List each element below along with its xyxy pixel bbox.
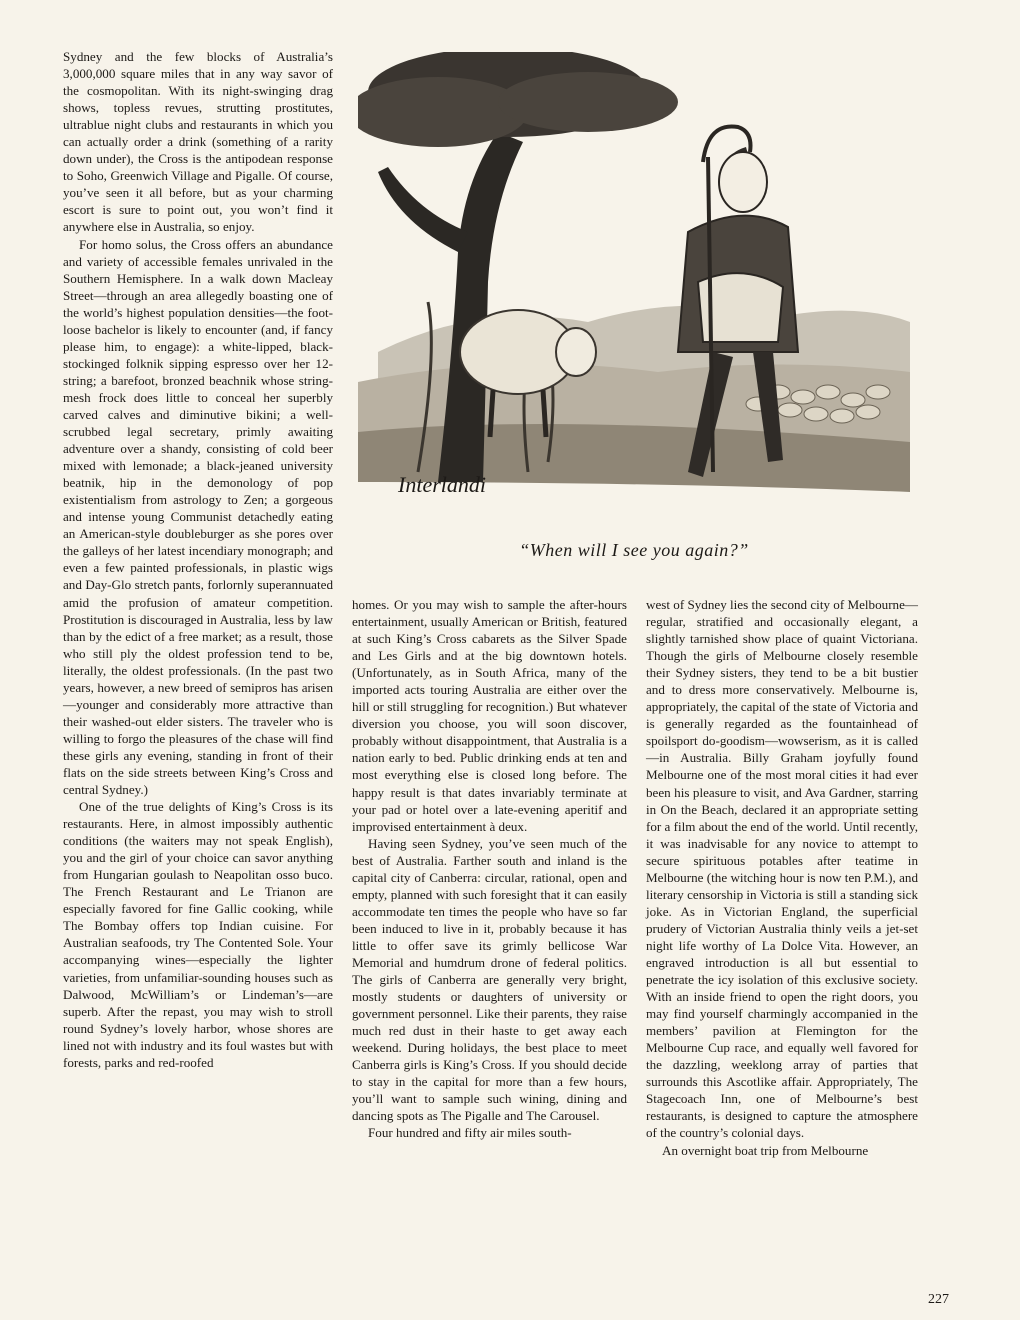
paragraph: Sydney and the few blocks of Australia’s 3,000,000 square miles that in any way savor of the cosmopolitan. With its night-swinging drag shows, topless revues, strutting prostitutes, ultrablue night clubs and restaurants in which you can actually order a drink (something of a rarity down under), the Cross is the antipodean response to Soho, Greenwich Village and Pigalle. Of course, you’ve seen it all before, but as your charming escort is sure to point out, you won’t find it anywhere else in Australia, so enjoy. xyxy=(63,49,333,235)
left-text-column xyxy=(63,48,333,1071)
right-text-column xyxy=(646,596,918,1159)
paragraph: west of Sydney lies the second city of Melbourne—regular, stratified and occasionally elegant, a slightly tarnished show place of quaint Victoriana. Though the girls of Melbourne closely resemble their Sydney sisters, they tend to be a bit bustier and to dress more conservatively. Melbourne is, appropriately, the capital of the state of Victoria and is generally regarded as the fountainhead of spoilsport do-goodism—wowserism, as it is called—in Australia. Billy Graham joyfully found Melbourne one of the most moral cities it had ever been his pleasure to visit, and Ava Gardner, starring in On the Beach, declared it an appropriate setting for a film about the end of the world. Until recently, it was inadvisable for any novice to attempt to secure spirituous potables after teatime in Melbourne (the witching hour is now ten P.M.), and literary censorship in Victoria is still a standing sick joke. As in Victorian England, the superficial prudery of Victorian Australia thinly veils a jet-set night life worthy of La Dolce Vita. However, an engraved introduction is all but essential to penetrate the icy isolation of this exclusive society. With an inside friend to open the right doors, you may find yourself charmingly accompanied in the members’ pavilion at Flemington for the Melbourne Cup race, and equally well favored for the dazzling, weeklong array of parties that surrounds this Ascotlike affair. Appropriately, The Stagecoach Inn, one of Melbourne’s best restaurants, is designed to capture the atmosphere of the country’s colonial days. xyxy=(646,597,919,1141)
signature: Interlandi xyxy=(398,472,486,497)
page-number: 227 xyxy=(928,1292,949,1307)
paragraph: One of the true delights of King’s Cross is its restaurants. Here, in almost impossibly authentic conditions (the waiters may not speak English), you and the girl of your choice can savor anything from Hungarian goulash to Neapolitan osso buco. The French Restaurant and Le Trianon are especially favored for fine Gallic cooking, while The Bombay offers top Indian cuisine. For Australian seafoods, try The Contented Sole. Your accompanying wines—especially the lighter varieties, from unfamiliar-sounding houses such as Dalwood, McWilliam’s or Lindeman’s—are superb. After the repast, you may wish to stroll round Sydney’s lovely harbor, whose shores are lined not with industry and its foul wastes but with forests, parks and red-roofed xyxy=(63,799,333,1070)
paragraph: Having seen Sydney, you’ve seen much of the best of Australia. Farther south and inland is the capital city of Canberra: circular, rational, open and empty, planned with such foresight that it can easily accommodate ten times the people who have so far been induced to live in it, probably because it has little to offer save its grimly bellicose War Memorial and humdrum drone of federal politics. The girls of Canberra are generally very bright, mostly students or daughters of university or government personnel. Like their parents, they raise much red dust in their haste to get away each weekend. During holidays, the best place to meet Canberra girls is King’s Cross. If you should decide to stay in the capital for more than a few hours, you’ll want to sample such wining, dining and dancing spots as The Pigalle and The Carousel. xyxy=(352,835,627,1124)
paragraph: Four hundred and fifty air miles south- xyxy=(368,1125,572,1141)
paragraph: An overnight boat trip from Melbourne xyxy=(662,1142,869,1158)
cartoon-caption: “When will I see you again?” xyxy=(519,540,749,560)
paragraph: homes. Or you may wish to sample the after-hours entertainment, usually American or British, featured at such King’s Cross cabarets as the Silver Spade and Les Girls and at the big downtown hotels. (Unfortunately, as in South Africa, many of the imported acts touring Australia are either over the hill or still struggling for recognition.) But whatever diversion you choose, you will soon discover, probably without disappointment, that Australia is a nation early to bed. Public drinking ends at ten and most everything else is closed long before. The happy result is that dates invariably terminate at your pad or hotel over a late-evening aperitif and improvised entertainment à deux. xyxy=(352,597,627,834)
cartoon-illustration xyxy=(358,52,910,520)
middle-text-column xyxy=(352,596,627,1142)
paragraph: For homo solus, the Cross offers an abundance and variety of accessible females unrivaled in the Southern Hemisphere. In a walk down Macleay Street—through an area allegedly boasting one of the world’s highest population densities—the foot-loose bachelor is likely to encounter (and, if fancy please him, to engage): a white-lipped, black-stockinged folknik sipping espresso over her 12-string; a barefoot, bronzed beachnik whose string-mesh frock does little to conceal her superbly carved calves and diminutive bikini; a well-scrubbed legal secretary, primly awaiting adventure over a shandy, consisting of cold beer mixed with lemonade; a black-jeaned university beatnik, hip in the demonology of pop existentialism from astrology to Zen; a gorgeous and intense young Communist detachedly eating an American-style doubleburger as she pores over the galleys of her latest incendiary monograph; and even a few painted professionals, in plastic wigs and Day-Glo stretch pants, forlornly superannuated amid the profusion of amateur competition. Prostitution is discouraged in Australia, less by law than by the edict of a free market; as a result, those who still ply the oldest profession tend to be, literally, the oldest professionals. (In the past two years, however, a new breed of semipros has arisen—younger and considerably more attractive than their washed-out elder sisters. The traveler who is willing to forgo the pleasures of the chase will find these girls any evening, standing in front of their flats on the side streets between King’s Cross and central Sydney.) xyxy=(63,236,333,798)
